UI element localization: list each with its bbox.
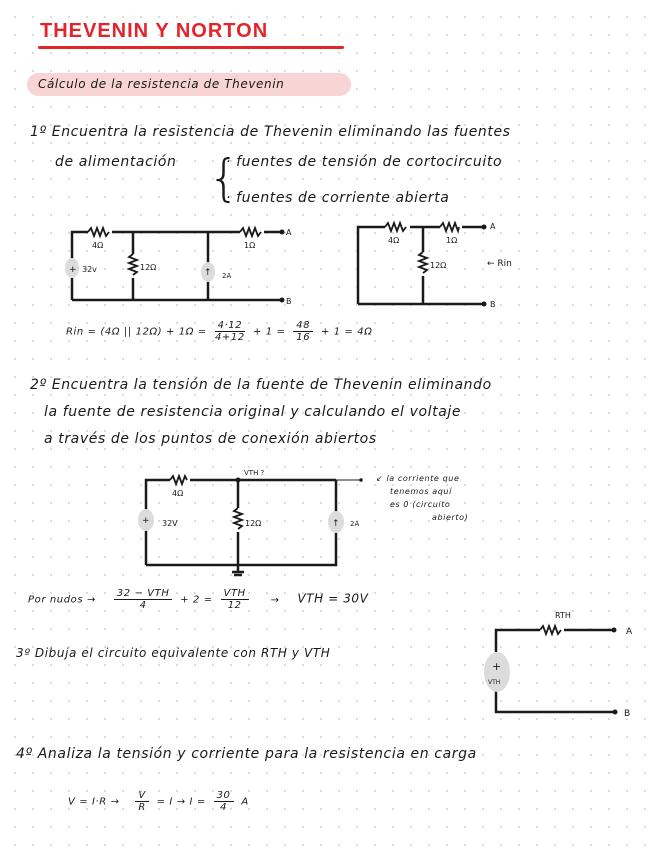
fraction: $\frac{4\cdot 12}{4+12}$	[214, 320, 245, 343]
plus-sign: +	[69, 265, 77, 275]
rin-equation: Rin = (4Ω || 12Ω) + 1Ω = $\frac{4\cdot 12}{4+12}$ + 1 = $\frac{48}{16}$ + 1 = 4Ω	[66, 320, 373, 343]
step2-line3: a través de los puntos de conexión abiertos	[44, 431, 377, 447]
circuit1-r3: 1Ω	[244, 241, 256, 250]
rth-label: RTH	[555, 611, 571, 620]
arrow-up-icon: ↑	[332, 519, 340, 529]
vth-result: VTH = 30V	[297, 591, 369, 606]
svg-text:4Ω: 4Ω	[172, 489, 184, 498]
label-b: B	[490, 300, 496, 309]
terminal-b	[280, 298, 285, 303]
circuit1-v: 32v	[82, 265, 97, 274]
ohm-equation: V = I·R → $\frac{V}{R}$ = I → I = $\frac{30}{4}$ A	[68, 790, 249, 813]
step1-line1: 1º Encuentra la resistencia de Thevenin eliminando las fuentes	[30, 124, 511, 140]
nodes-equation: Por nudos → $\frac{\text{32 − VTH}}{4}$ + 2 = $\frac{\text{VTH}}{12}$ → VTH = 30V	[28, 588, 369, 611]
circuit2-r3: 1Ω	[446, 236, 458, 245]
brace: {	[208, 149, 240, 207]
arrow-up-icon: ↑	[204, 268, 212, 278]
svg-text:B: B	[624, 709, 631, 719]
label-a: A	[490, 222, 496, 231]
step4-text: 4º Analiza la tensión y corriente para la resistencia en carga	[16, 746, 477, 762]
section-label: Cálculo de la resistencia de Thevenin	[38, 77, 285, 91]
step2-line1: 2º Encuentra la tensión de la fuente de Thevenin eliminando	[30, 377, 492, 393]
label-b: B	[286, 297, 292, 306]
fraction: $\frac{48}{16}$	[293, 320, 313, 343]
rin-label: ← Rin	[487, 259, 512, 269]
page-title: THEVENIN Y NORTON	[40, 20, 269, 42]
circuit1-r2: 12Ω	[140, 263, 157, 272]
step1-line2: de alimentación	[55, 154, 177, 170]
vth-node-label: VTH ?	[244, 469, 265, 477]
circuit2-wires	[358, 223, 484, 304]
svg-text:A: A	[626, 627, 633, 637]
svg-text:2A: 2A	[350, 520, 360, 528]
step2-line2: la fuente de resistencia original y calculando el voltaje	[44, 404, 462, 420]
circuit1-i: 2A	[222, 272, 232, 280]
circuit2-r1: 4Ω	[388, 236, 400, 245]
svg-text:12Ω: 12Ω	[245, 519, 262, 528]
terminal-a	[280, 230, 285, 235]
svg-text:+: +	[492, 660, 502, 673]
circuit4-wires	[496, 626, 614, 712]
svg-text:32V: 32V	[162, 519, 178, 528]
step1-bullet2: · fuentes de corriente abierta	[226, 190, 450, 206]
step3-text: 3º Dibuja el circuito equivalente con RTH y VTH	[16, 646, 331, 660]
svg-text:+: +	[142, 516, 150, 526]
label-a: A	[286, 228, 292, 237]
svg-text:VTH: VTH	[488, 679, 501, 686]
step1-bullet1: · fuentes de tensión de cortocircuito	[226, 154, 503, 170]
circuit1-r1: 4Ω	[92, 241, 104, 250]
open-circuit-note: ↙ la corriente que tenemos aquí es 0 (circuito abierto)	[376, 474, 469, 522]
circuit1-wires	[72, 228, 282, 300]
circuit2-r2: 12Ω	[430, 261, 447, 270]
